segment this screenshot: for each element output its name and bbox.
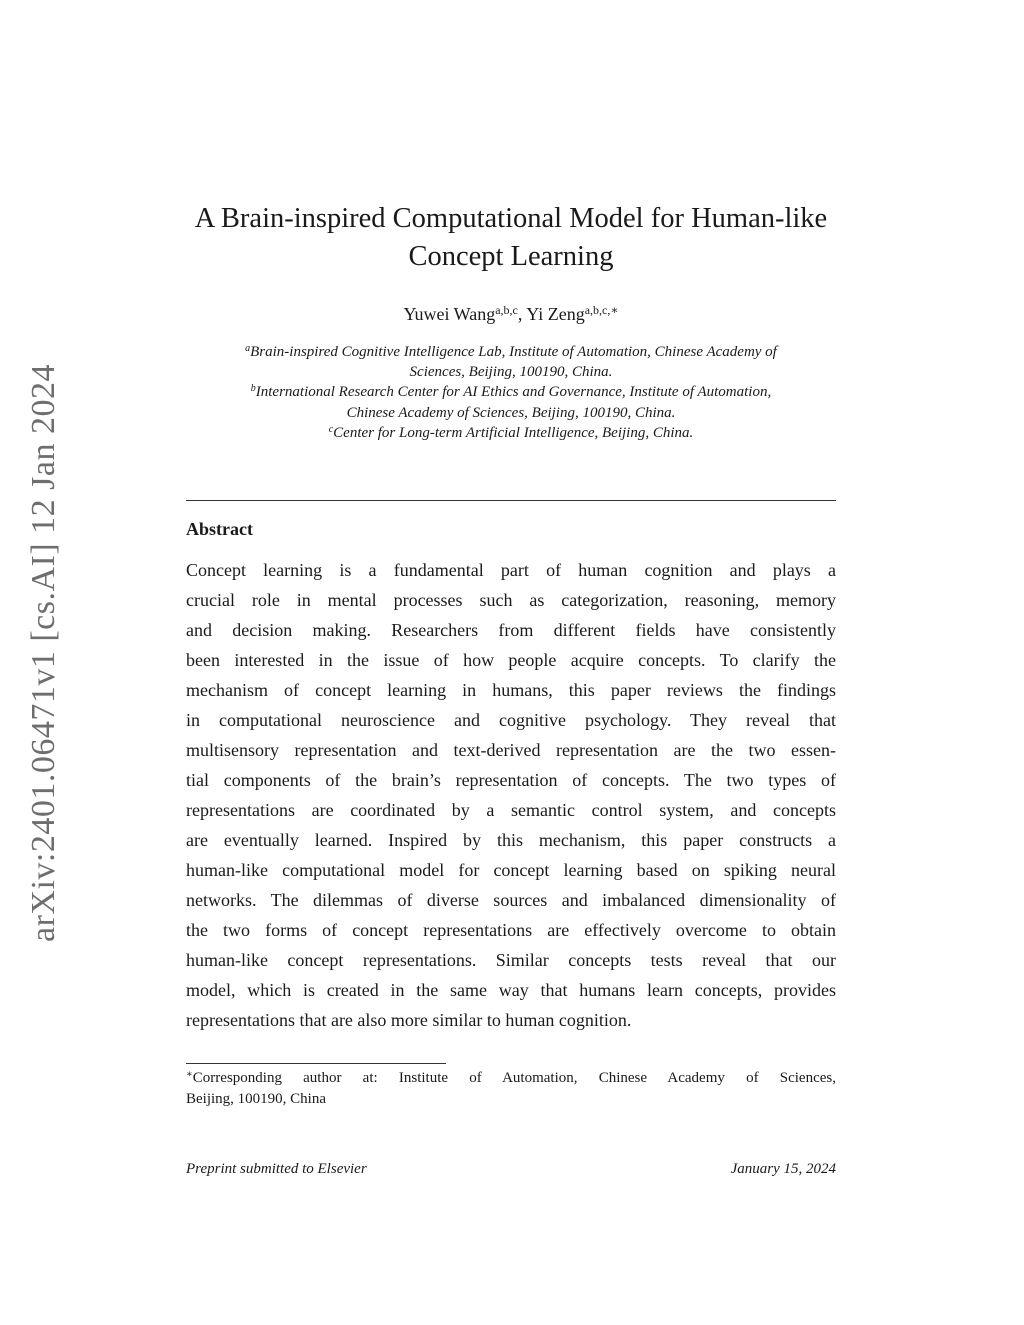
author-separator: , <box>517 304 527 324</box>
abstract-line: human-like concept representations. Similar concepts tests reveal that our <box>186 950 836 970</box>
author-affiliation-marks-2: a,b,c,∗ <box>584 303 619 317</box>
affiliation-a-line-1: Brain-inspired Cognitive Intelligence Lab, Institute of Automation, Chinese Academy of <box>250 344 777 360</box>
affiliation-a-mark: a <box>245 343 251 354</box>
affiliation-c-line-1: Center for Long-term Artificial Intelligence, Beijing, China. <box>333 424 694 441</box>
affiliation-c <box>186 423 836 443</box>
abstract-line: representations are coordinated by a semantic control system, and concepts <box>186 800 836 820</box>
abstract-line: networks. The dilemmas of diverse sources and imbalanced dimensionality of <box>186 890 836 910</box>
affiliation-a <box>186 342 836 362</box>
abstract-line: representations that are also more similar to human cognition. <box>186 1010 632 1030</box>
abstract-heading: Abstract <box>186 519 253 539</box>
abstract-line: are eventually learned. Inspired by this mechanism, this paper constructs a <box>186 830 836 850</box>
footnote-text-1: Corresponding author at: Institute of Automation, Chinese Academy of Sciences, <box>192 1070 836 1086</box>
paper-title <box>186 200 836 276</box>
preprint-date: January 15, 2024 <box>730 1161 836 1177</box>
affiliation-b-mark: b <box>250 383 256 395</box>
preprint-notice: Preprint submitted to Elsevier <box>186 1161 367 1177</box>
paper-title-line-1: A Brain-inspired Computational Model for Human-like <box>194 203 828 234</box>
author-name-2: Yi Zeng <box>526 304 585 324</box>
abstract-line: tial components of the brain’s representation of concepts. The two types of <box>186 770 836 790</box>
author-name-1: Yuwei Wang <box>403 304 496 324</box>
arxiv-identifier-text: arXiv:2401.06471v1 [cs.AI] 12 Jan 2024 <box>25 363 62 943</box>
author-list <box>186 302 836 326</box>
footnote-line-1 <box>186 1068 836 1089</box>
abstract-line: in computational neuroscience and cognitive psychology. They reveal that <box>186 710 836 730</box>
affiliation-b <box>186 382 836 402</box>
paper-title-line-2: Concept Learning <box>408 241 614 272</box>
affiliation-a-continued: Sciences, Beijing, 100190, China. <box>409 364 613 381</box>
corresponding-author-footnote <box>186 1068 836 1109</box>
abstract-line: mechanism of concept learning in humans, this paper reviews the findings <box>186 680 836 700</box>
abstract-line: Concept learning is a fundamental part of human cognition and plays a <box>186 560 836 580</box>
footnote-rule <box>186 1063 446 1064</box>
abstract-line: human-like computational model for concept learning based on spiking neural <box>186 860 836 880</box>
affiliation-c-mark: c <box>328 423 334 435</box>
abstract-line: model, which is created in the same way that humans learn concepts, provides <box>186 980 836 1000</box>
footnote-line-2: Beijing, 100190, China <box>186 1090 326 1107</box>
abstract-line: and decision making. Researchers from different fields have consistently <box>186 620 836 640</box>
affiliation-b-continued: Chinese Academy of Sciences, Beijing, 100190, China. <box>346 404 676 421</box>
abstract-line: crucial role in mental processes such as categorization, reasoning, memory <box>186 590 836 610</box>
affiliation-b-line-1: International Research Center for AI Ethics and Governance, Institute of Automation, <box>255 384 772 401</box>
abstract-line: been interested in the issue of how people acquire concepts. To clarify the <box>186 650 836 670</box>
affiliation-list <box>186 342 836 443</box>
abstract-line: multisensory representation and text-derived representation are the two essen- <box>186 740 836 760</box>
author-affiliation-marks-1: a,b,c <box>495 303 518 317</box>
abstract-line: the two forms of concept representations are effectively overcome to obtain <box>186 920 836 940</box>
abstract-top-rule <box>186 500 836 501</box>
abstract-body <box>186 555 836 1035</box>
footnote-mark: ∗ <box>186 1069 193 1080</box>
